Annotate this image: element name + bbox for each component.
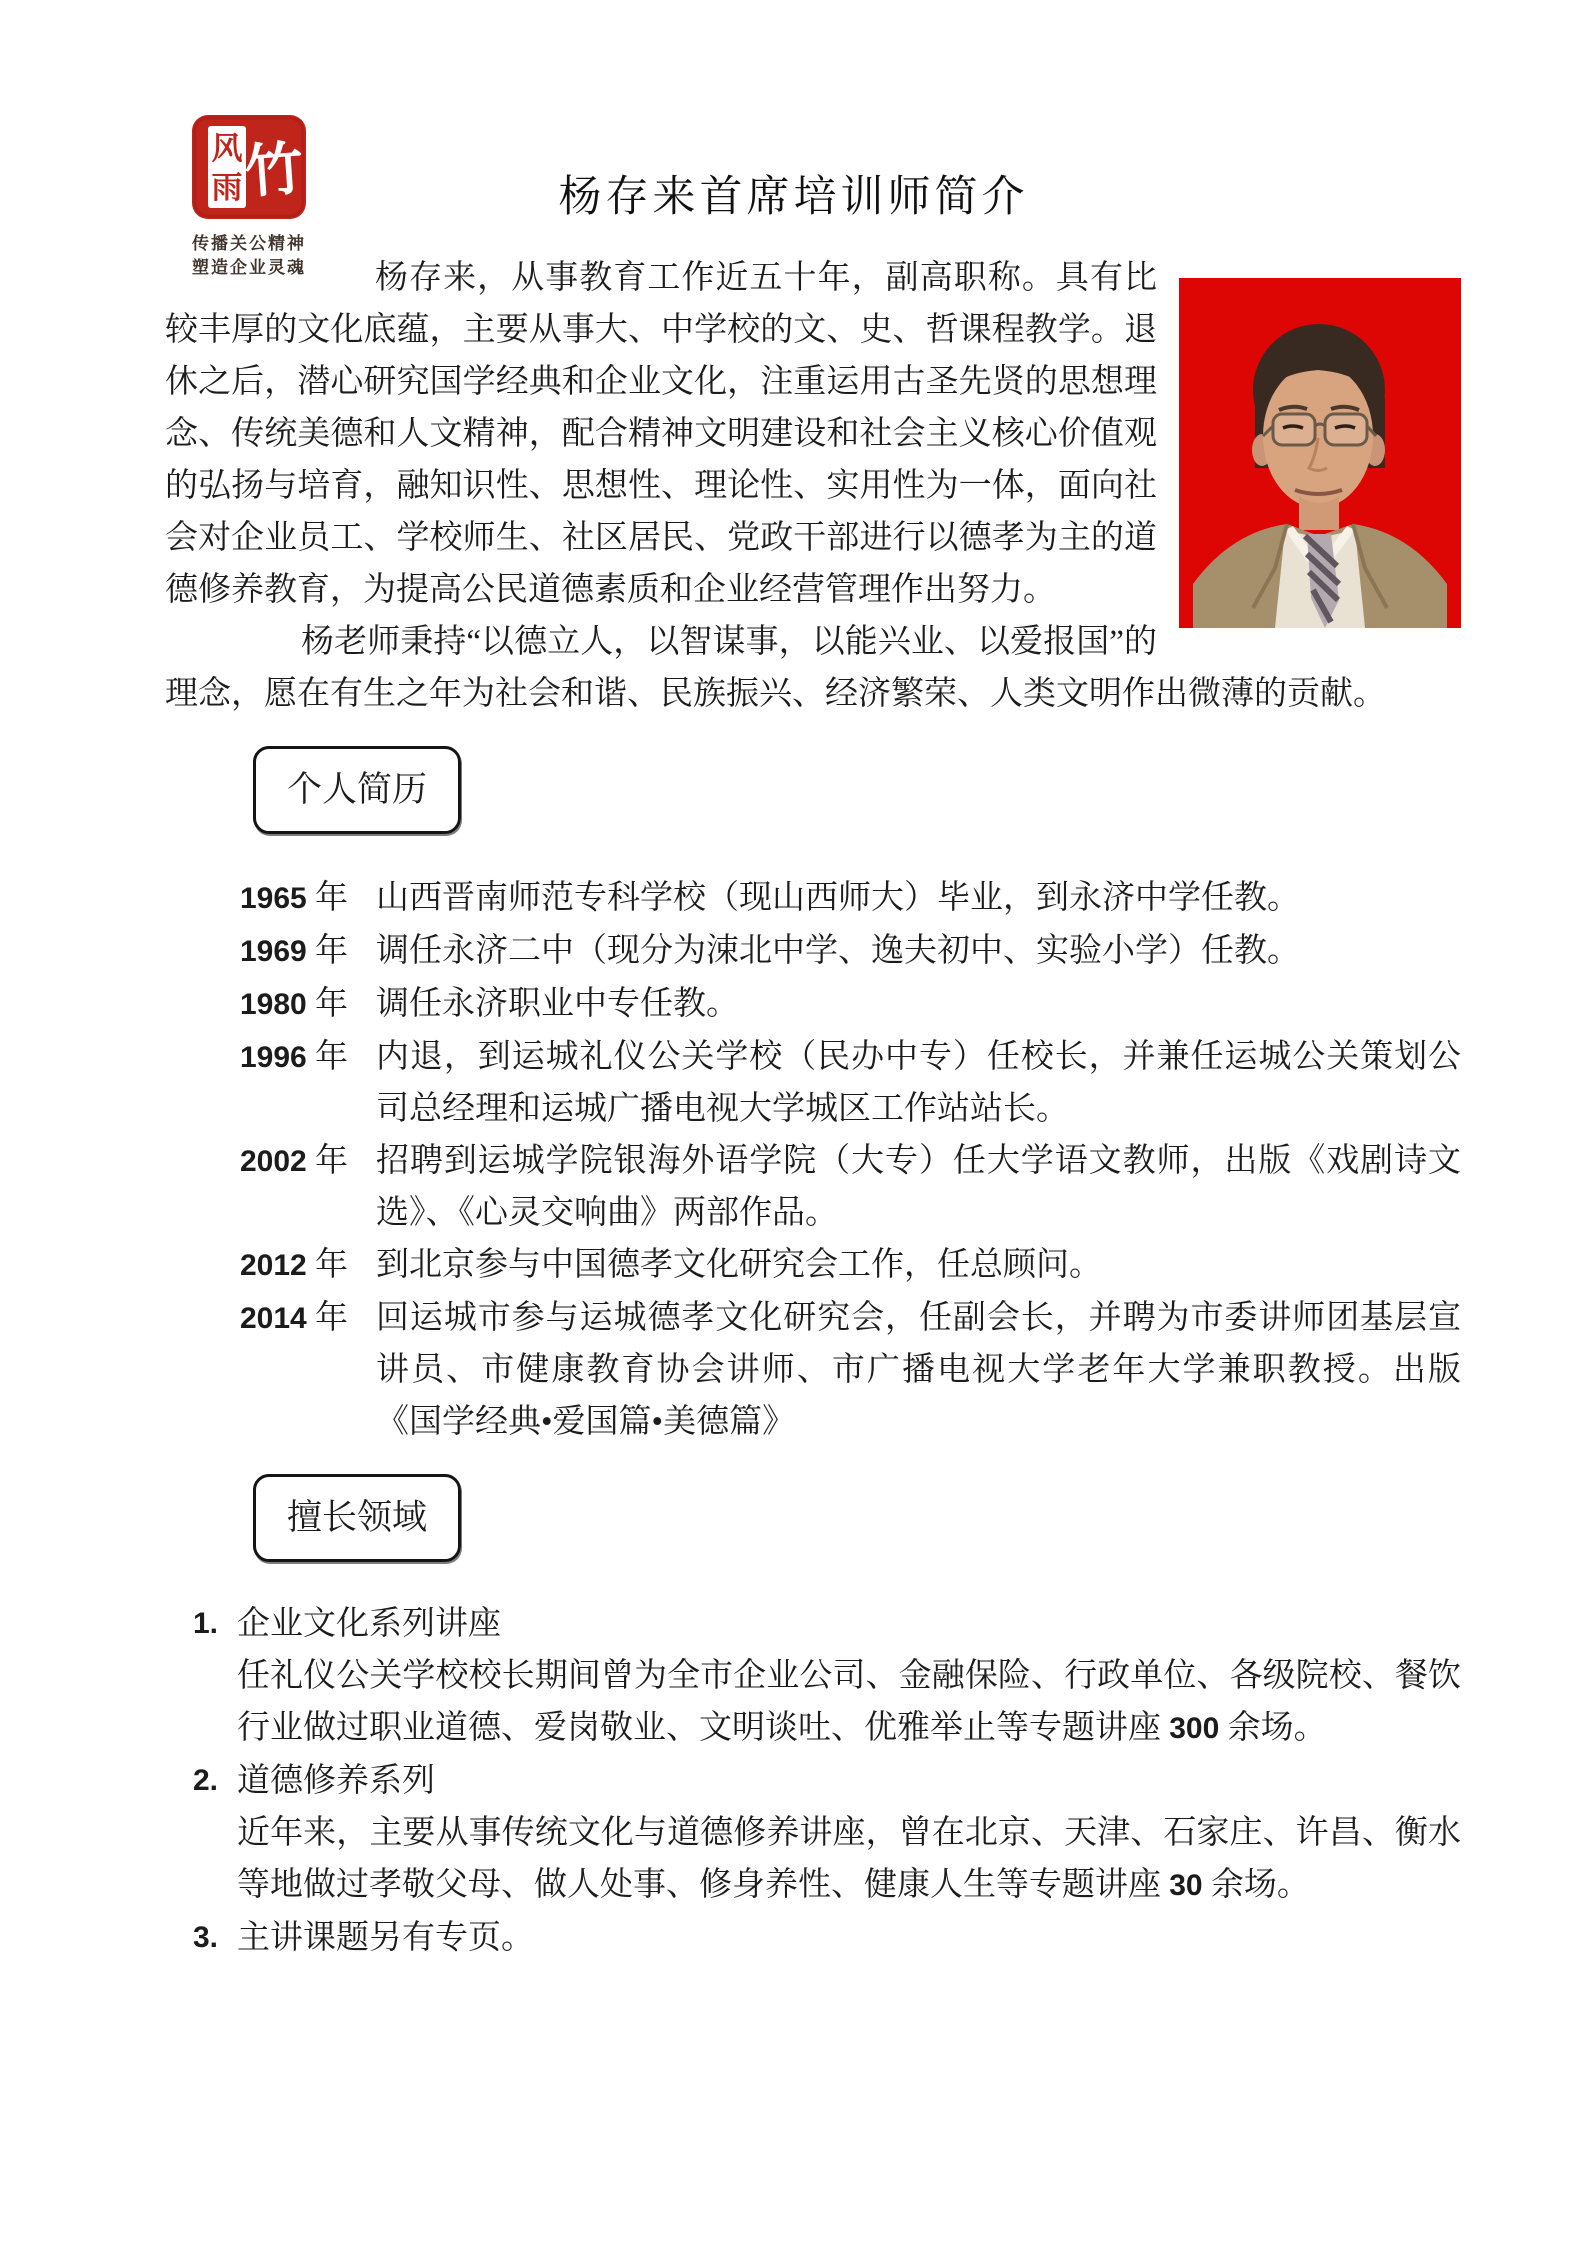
expertise-item-number: 3. [193, 1921, 219, 1954]
intro-paragraph-1: 杨存来，从事教育工作近五十年，副高职称。具有比较丰厚的文化底蕴，主要从事大、中学校的文、史、哲课程教学。退休之后，潜心研究国学经典和企业文化，注重运用古圣先贤的思想理念、传统美德和人文精神，配合精神文明建设和社会主义核心价值观的弘扬与培育，融知识性、思想性、理论性、实用性为一体，面向社会对企业员工、学校师生、社区居民、党政干部进行以德孝为主的道德修养教育，为提高公民道德素质和企业经营管理作出努力。 [165, 260, 1157, 608]
timeline-row-2014 [240, 1292, 1461, 1448]
lecture-count: 30 [1169, 1869, 1203, 1902]
timeline-row-1969 [240, 925, 1461, 978]
portrait-photo [1179, 278, 1461, 628]
timeline-year: 1996 年 [240, 1039, 348, 1075]
expertise-item-number: 1. [193, 1607, 219, 1640]
expertise-label-text: 擅长领域 [286, 1498, 427, 1537]
expertise-item-detail: 近年来，主要从事传统文化与道德修养讲座，曾在北京、天津、石家庄、许昌、衡水等地做过孝敬父母、做人处事、修身养性、健康人生等专题讲座 30 余场。 [237, 1815, 1461, 1903]
portrait-photo-graphic [1179, 278, 1461, 628]
resume-timeline [165, 872, 1461, 1448]
timeline-text: 调任永济二中（现分为涑北中学、逸夫初中、实验小学）任教。 [376, 933, 1300, 969]
timeline-text: 回运城市参与运城德孝文化研究会，任副会长，并聘为市委讲师团基层宣讲员、市健康教育协会讲师、市广播电视大学老年大学兼职教授。出版《国学经典•爱国篇•美德篇》 [376, 1300, 1461, 1440]
expertise-item-number: 2. [193, 1764, 219, 1797]
seal-char-yu: 雨 [211, 170, 243, 205]
timeline-text: 山西晋南师范专科学校（现山西师大）毕业，到永济中学任教。 [376, 880, 1300, 916]
timeline-row-1965 [240, 872, 1461, 925]
intro-paragraph-2: 杨老师秉持“以德立人，以智谋事，以能兴业、以爱报国”的理念，愿在有生之年为社会和谐、民族振兴、经济繁荣、人类文明作出微薄的贡献。 [165, 624, 1386, 712]
section-resume-label [253, 746, 461, 834]
timeline-year: 2012 年 [240, 1247, 348, 1283]
timeline-text: 到北京参与中国德孝文化研究会工作，任总顾问。 [376, 1247, 1102, 1283]
timeline-text: 招聘到运城学院银海外语学院（大专）任大学语文教师，出版《戏剧诗文选》、《心灵交响曲》两部作品。 [376, 1143, 1461, 1231]
expertise-item-2 [193, 1755, 1461, 1912]
timeline-text: 内退，到运城礼仪公关学校（民办中专）任校长，并兼任运城公关策划公司总经理和运城广播电视大学城区工作站站长。 [376, 1039, 1461, 1127]
lecture-count: 300 [1169, 1712, 1220, 1745]
logo-tagline-line2: 塑造企业灵魂 [192, 258, 306, 277]
expertise-item-3 [193, 1912, 1461, 1964]
seal-char-zhu: 竹 [242, 136, 306, 205]
timeline-row-2012 [240, 1239, 1461, 1292]
timeline-year: 2014 年 [240, 1300, 348, 1336]
timeline-row-1996 [240, 1031, 1461, 1135]
timeline-year: 1980 年 [240, 986, 348, 1022]
expertise-item-detail: 任礼仪公关学校校长期间曾为全市企业公司、金融保险、行政单位、各级院校、餐饮行业做过职业道德、爱岗敬业、文明谈吐、优雅举止等专题讲座 300 余场。 [237, 1658, 1461, 1746]
timeline-year: 1965 年 [240, 880, 348, 916]
document-body [165, 252, 1461, 1964]
section-expertise-label [253, 1474, 461, 1562]
timeline-row-2002 [240, 1135, 1461, 1239]
timeline-year: 2002 年 [240, 1143, 348, 1179]
timeline-row-1980 [240, 978, 1461, 1031]
timeline-year: 1969 年 [240, 933, 348, 969]
page-title: 杨存来首席培训师简介 [558, 174, 1029, 221]
expertise-item-title: 主讲课题另有专页。 [237, 1920, 534, 1956]
seal-char-feng: 风 [211, 131, 243, 166]
logo-tagline-line1: 传播关公精神 [192, 234, 306, 253]
resume-label-text: 个人简历 [286, 770, 427, 809]
expertise-item-title: 企业文化系列讲座 [237, 1606, 501, 1642]
timeline-text: 调任永济职业中专任教。 [376, 986, 739, 1022]
expertise-item-title: 道德修养系列 [237, 1763, 435, 1799]
expertise-item-1 [193, 1598, 1461, 1755]
expertise-list [165, 1598, 1461, 1964]
